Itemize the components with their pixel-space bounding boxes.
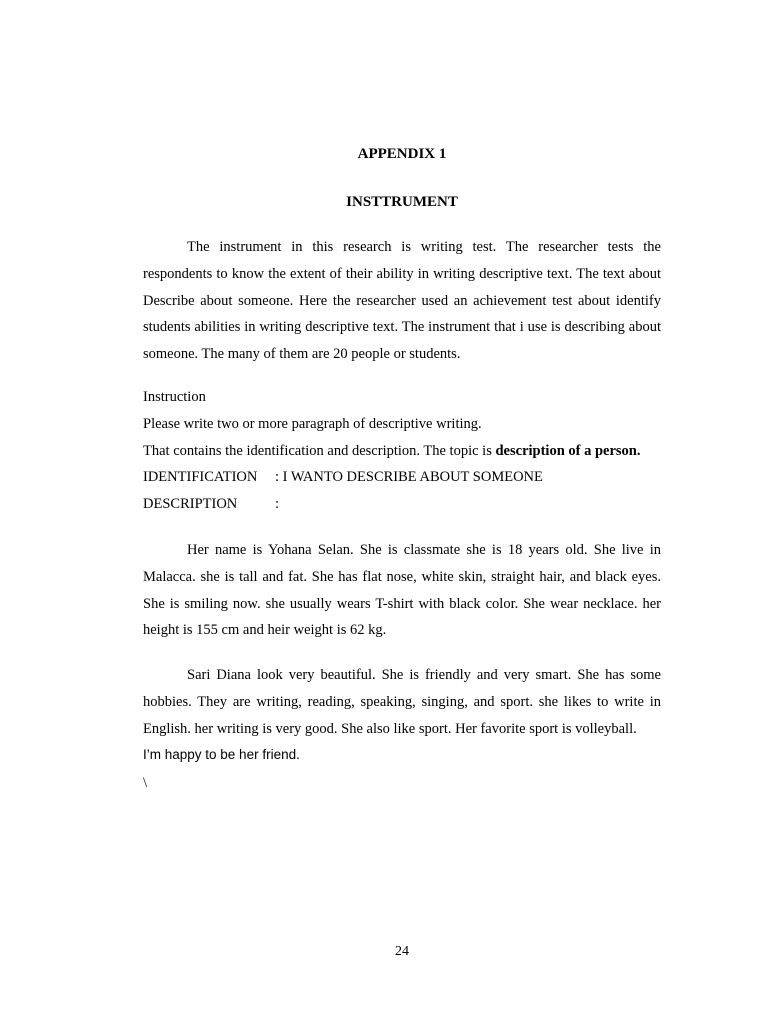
intro-section	[143, 234, 661, 368]
description-label: DESCRIPTION	[143, 496, 238, 513]
instruction-topic: description of a person.	[495, 442, 641, 459]
intro-paragraph: The instrument in this research is writing test. The researcher tests the respondents to know the extent of their ability in writing descriptive text. The text about Describe about someone. Here the researcher used an achievement test about identify students abilities in writing descriptive text. The instrument that i use is describing about someone. The many of them are 20 people or students.	[143, 239, 661, 363]
identification-row	[143, 464, 661, 491]
identification-value: : I WANTO DESCRIBE ABOUT SOMEONE	[275, 469, 543, 486]
appendix-subtitle: INSTTRUMENT	[346, 194, 458, 210]
description-row	[143, 491, 661, 518]
instruction-line-2	[143, 438, 661, 465]
description-paragraph-1-section	[143, 537, 661, 644]
description-paragraph-2-text: Sari Diana look very beautiful. She is friendly and very smart. She has some hobbies. They are writing, reading, speaking, singing, and sport. she likes to write in English. her writing is very good. She also like sport. Her favorite sport is volleyball.	[143, 667, 661, 737]
description-paragraph-2-section	[143, 662, 661, 769]
appendix-title: APPENDIX 1	[357, 146, 447, 162]
description-value: :	[275, 496, 280, 513]
instruction-line-1: Please write two or more paragraph of descriptive writing.	[143, 415, 482, 432]
identification-label: IDENTIFICATION	[143, 469, 258, 486]
description-paragraph-2-closing: I’m happy to be her friend.	[143, 747, 300, 763]
instruction-label: Instruction	[143, 389, 206, 405]
page-number: 24	[395, 944, 409, 959]
stray-backslash: \	[143, 775, 148, 791]
description-paragraph-2	[143, 662, 661, 742]
instruction-line-2-text: That contains the identification and description. The topic is	[143, 442, 496, 459]
instruction-section	[143, 384, 661, 518]
description-paragraph-1: Her name is Yohana Selan. She is classmate she is 18 years old. She live in Malacca. she is tall and fat. She has flat nose, white skin, straight hair, and black eyes. She is smiling now. she usually wears T-shirt with black color. She wear necklace. her height is 155 cm and heir weight is 62 kg.	[143, 542, 661, 639]
stray-mark-section	[143, 770, 661, 797]
